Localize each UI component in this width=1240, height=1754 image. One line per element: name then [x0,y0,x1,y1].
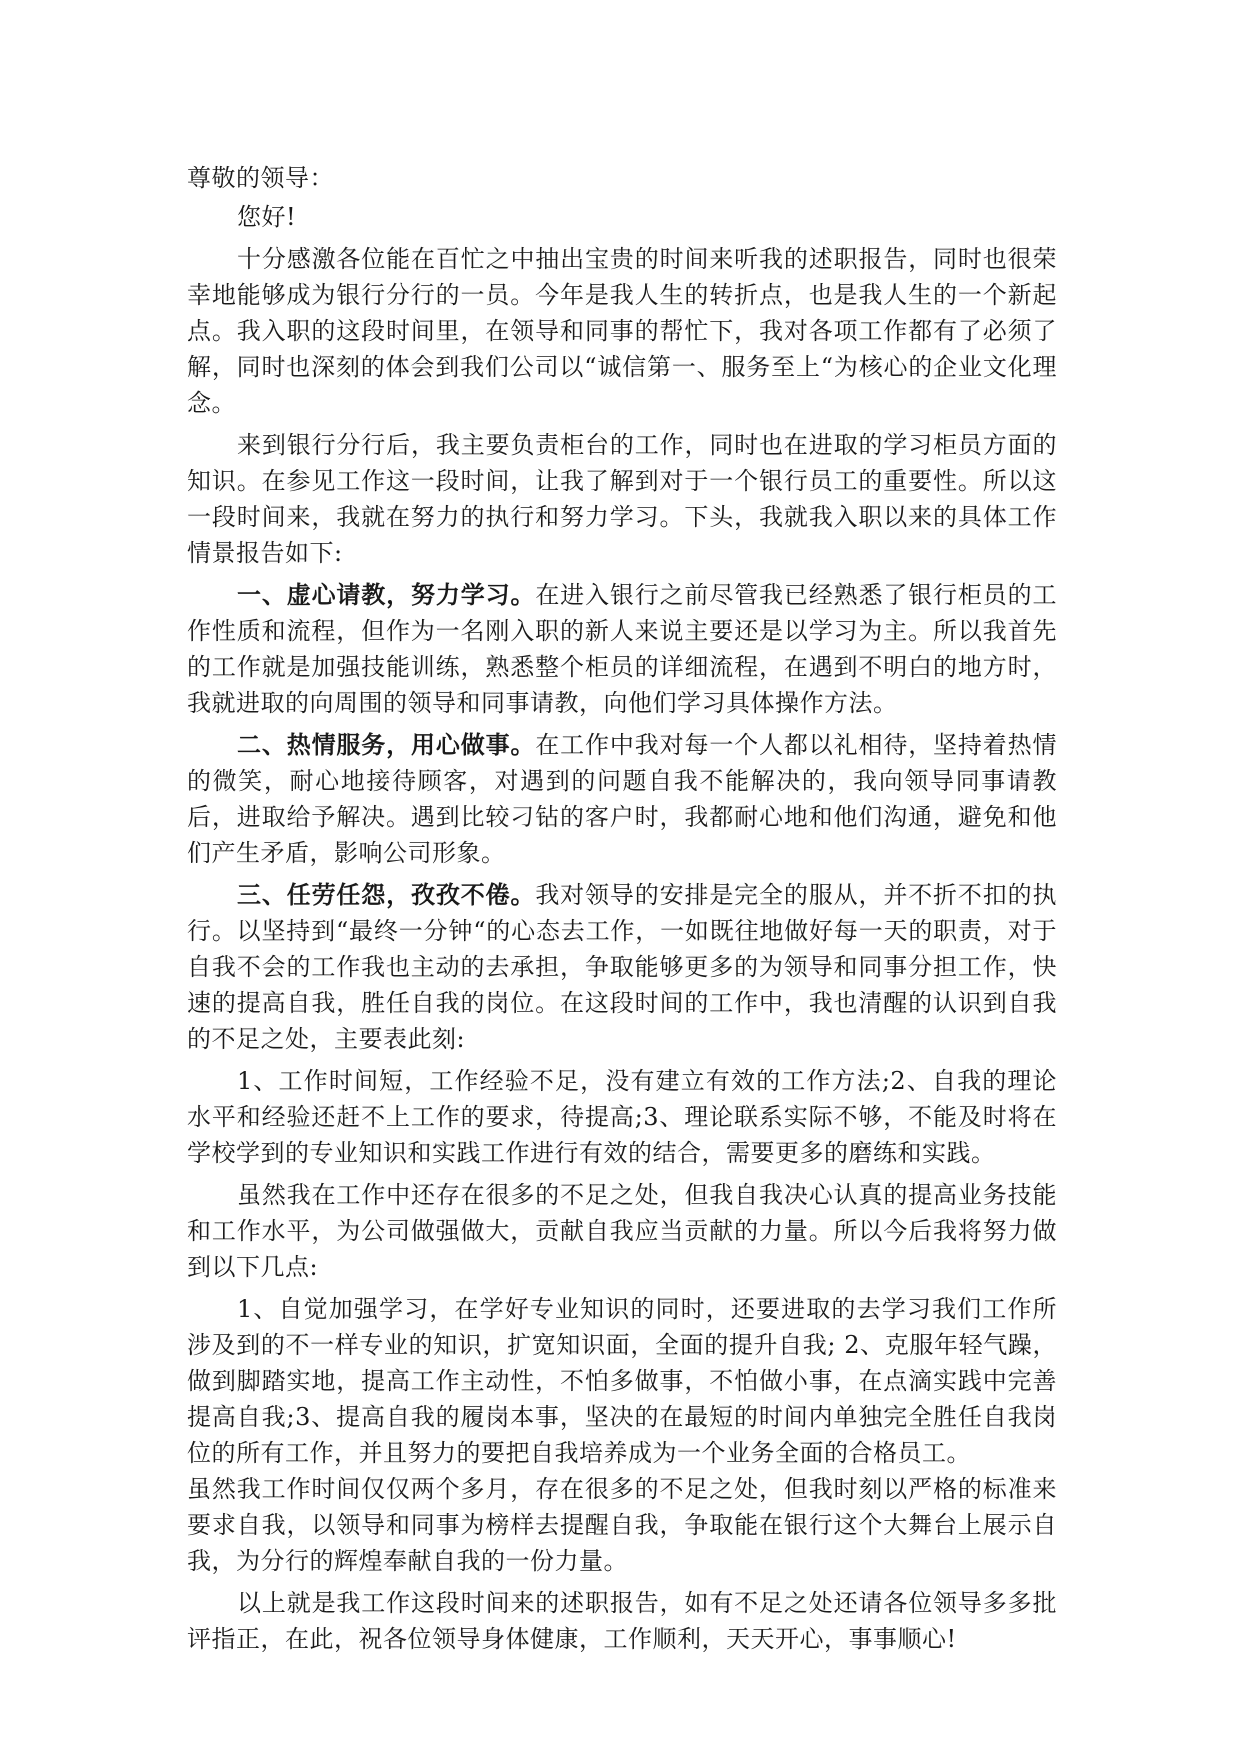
section-2-heading: 二、热情服务，用心做事。 [237,730,536,759]
resolve-paragraph: 虽然我在工作中还存在很多的不足之处，但我自我决心认真的提高业务技能和工作水平，为公司做强做大，贡献自我应当贡献的力量。所以今后我将努力做到以下几点: [187,1181,1057,1281]
section-1-heading: 一、虚心请教，努力学习。 [237,580,536,609]
intro-paragraph: 十分感激各位能在百忙之中抽出宝贵的时间来听我的述职报告，同时也很荣幸地能够成为银行分行的一员。今年是我人生的转折点，也是我人生的一个新起点。我入职的这段时间里，在领导和同事的帮忙下，我对各项工作都有了必须了解，同时也深刻的体会到我们公司以“诚信第一、服务至上“为核心的企业文化理念。 [187,245,1057,417]
salutation: 尊敬的领导： [187,164,334,192]
section-1-paragraph [187,577,1057,721]
summary-paragraph: 虽然我工作时间仅仅两个多月，存在很多的不足之处，但我时刻以严格的标准来要求自我，以领导和同事为榜样去提醒自我，争取能在银行这个大舞台上展示自我，为分行的辉煌奉献自我的一份力量。 [187,1475,1057,1575]
section-3-body: 我对领导的安排是完全的服从，并不折不扣的执行。以坚持到“最终一分钟“的心态去工作，一如既往地做好每一天的职责，对于自我不会的工作我也主动的去承担，争取能够更多的为领导和同事分担工作，快速的提高自我，胜任自我的岗位。在这段时间的工作中，我也清醒的认识到自我的不足之处，主要表此刻: [187,881,1057,1053]
section-2-paragraph [187,727,1057,871]
section-2-body: 在工作中我对每一个人都以礼相待，坚持着热情的微笑，耐心地接待顾客，对遇到的问题自我不能解决的，我向领导同事请教后，进取给予解决。遇到比较刁钻的客户时，我都耐心地和他们沟通，避免和他们产生矛盾，影响公司形象。 [187,731,1057,867]
role-paragraph: 来到银行分行后，我主要负责柜台的工作，同时也在进取的学习柜员方面的知识。在参见工作这一段时间，让我了解到对于一个银行员工的重要性。所以这一段时间来，我就在努力的执行和努力学习。下头，我就我入职以来的具体工作情景报告如下: [187,431,1057,567]
section-3-heading: 三、任劳任怨，孜孜不倦。 [237,880,536,909]
closing-paragraph: 以上就是我工作这段时间来的述职报告，如有不足之处还请各位领导多多批评指正，在此，祝各位领导身体健康，工作顺利，天天开心，事事顺心! [187,1589,1057,1653]
section-1-body: 在进入银行之前尽管我已经熟悉了银行柜员的工作性质和流程，但作为一名刚入职的新人来说主要还是以学习为主。所以我首先的工作就是加强技能训练，熟悉整个柜员的详细流程，在遇到不明白的地方时，我就进取的向周围的领导和同事请教，向他们学习具体操作方法。 [187,581,1057,717]
greeting: 您好! [237,203,297,231]
section-3-paragraph [187,877,1057,1057]
report-body [187,160,1057,1663]
shortcomings-paragraph: 1、工作时间短，工作经验不足，没有建立有效的工作方法;2、自我的理论水平和经验还赶不上工作的要求，待提高;3、理论联系实际不够，不能及时将在学校学到的专业知识和实践工作进行有效的结合，需要更多的磨练和实践。 [187,1067,1057,1167]
plans-paragraph: 1、自觉加强学习，在学好专业知识的同时，还要进取的去学习我们工作所涉及到的不一样专业的知识，扩宽知识面，全面的提升自我; 2、克服年轻气躁，做到脚踏实地，提高工作主动性，不怕多做事，不怕做小事，在点滴实践中完善提高自我;3、提高自我的履岗本事，坚决的在最短的时间内单独完全胜任自我岗位的所有工作，并且努力的要把自我培养成为一个业务全面的合格员工。 [187,1295,1057,1467]
